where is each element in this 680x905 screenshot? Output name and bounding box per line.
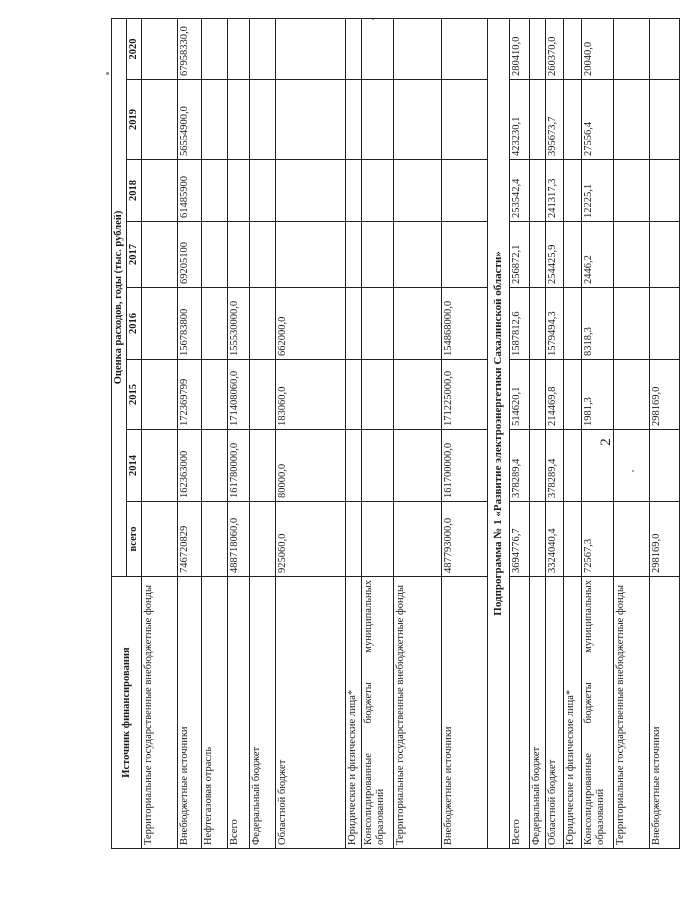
row-label: Нефтегазовая отрасль — [202, 577, 228, 849]
row-value — [564, 18, 582, 79]
header-year: 2018 — [127, 160, 142, 222]
row-value — [614, 80, 650, 160]
row-value — [346, 18, 362, 79]
row-value: 172369799 — [178, 360, 202, 430]
row-value: 280410,0 — [510, 18, 530, 79]
header-year: 2017 — [127, 222, 142, 288]
row-value — [530, 502, 546, 577]
row-value: 67958330,0 — [178, 18, 202, 79]
row-value: 171408060,0 — [228, 360, 250, 430]
row-label: Областной бюджет — [276, 577, 346, 849]
row-value — [276, 222, 346, 288]
row-value: 253542,4 — [510, 160, 530, 222]
table-row — [228, 18, 250, 848]
row-value — [362, 222, 394, 288]
row-value — [614, 360, 650, 430]
row-value: 488718060,0 — [228, 502, 250, 577]
row-value — [564, 430, 582, 502]
row-value: 12225,1 — [582, 160, 614, 222]
row-value: 3324040,4 — [546, 502, 564, 577]
row-value — [650, 288, 680, 360]
row-value — [250, 18, 276, 79]
row-label: Всего — [510, 577, 530, 849]
row-value — [362, 160, 394, 222]
row-value: 378289,4 — [510, 430, 530, 502]
row-label: Внебюджетные источники — [442, 577, 488, 849]
row-value: 161700000,0 — [442, 430, 488, 502]
header-year: 2015 — [127, 360, 142, 430]
row-value — [142, 160, 178, 222]
row-value: 1981,3 — [582, 360, 614, 430]
row-value: 155530000,0 — [228, 288, 250, 360]
row-value — [564, 222, 582, 288]
row-value — [202, 222, 228, 288]
row-value: 254425,9 — [546, 222, 564, 288]
row-value — [394, 160, 442, 222]
row-value — [394, 18, 442, 79]
row-value — [614, 222, 650, 288]
table-row — [178, 18, 202, 848]
scan-speck — [106, 72, 109, 75]
row-value — [614, 18, 650, 79]
row-value: 260370,0 — [546, 18, 564, 79]
row-label: Всего — [228, 577, 250, 849]
row-label: Юридические и физические лица* — [346, 577, 362, 849]
row-value: 1587812,6 — [510, 288, 530, 360]
row-value — [202, 360, 228, 430]
table-row — [276, 18, 346, 848]
header-source: Источник финансирования — [112, 577, 142, 849]
row-value: 662000,0 — [276, 288, 346, 360]
subprogram-title: Подпрограмма № 1 «Развитие электроэнергетики Сахалинской области» — [488, 18, 510, 848]
row-value — [142, 502, 178, 577]
row-value — [650, 222, 680, 288]
row-value — [614, 502, 650, 577]
row-value: 378289,4 — [546, 430, 564, 502]
row-value: 214469,8 — [546, 360, 564, 430]
row-label: Федеральный бюджет — [250, 577, 276, 849]
row-value — [276, 80, 346, 160]
row-value — [276, 160, 346, 222]
row-value — [346, 160, 362, 222]
row-value — [564, 80, 582, 160]
table-row — [250, 18, 276, 848]
row-value — [228, 222, 250, 288]
subprogram-row — [488, 18, 510, 848]
row-label: Юридические и физические лица* — [564, 577, 582, 849]
row-value — [250, 80, 276, 160]
row-value — [202, 18, 228, 79]
table-row — [564, 18, 582, 848]
row-value — [394, 430, 442, 502]
financing-table — [111, 18, 680, 849]
table-row — [546, 18, 564, 848]
row-label: Внебюджетные источники — [178, 577, 202, 849]
row-value: 8318,3 — [582, 288, 614, 360]
row-value: 183060,0 — [276, 360, 346, 430]
header-year: 2019 — [127, 80, 142, 160]
row-value — [442, 222, 488, 288]
row-value: 298169,0 — [650, 360, 680, 430]
row-value — [564, 160, 582, 222]
row-value — [250, 430, 276, 502]
row-value — [250, 288, 276, 360]
row-value — [530, 222, 546, 288]
row-value — [530, 18, 546, 79]
row-value: 61485900 — [178, 160, 202, 222]
row-value — [202, 288, 228, 360]
row-value — [250, 502, 276, 577]
row-value — [442, 18, 488, 79]
row-value — [346, 80, 362, 160]
row-value: 162363000 — [178, 430, 202, 502]
row-value: 395673,7 — [546, 80, 564, 160]
row-value — [362, 18, 394, 79]
row-label: Территориальные государственные внебюджетные фонды — [614, 577, 650, 849]
row-label: Консолидированные бюджеты муниципальных образований — [362, 577, 394, 849]
row-value: 72567,3 — [582, 502, 614, 577]
row-value — [564, 360, 582, 430]
row-value: 27556,4 — [582, 80, 614, 160]
row-value — [250, 222, 276, 288]
row-value — [650, 18, 680, 79]
row-value — [142, 18, 178, 79]
row-value — [202, 160, 228, 222]
row-value — [142, 222, 178, 288]
header-year: 2020 — [127, 18, 142, 79]
row-value — [362, 430, 394, 502]
row-value — [228, 80, 250, 160]
row-value — [228, 160, 250, 222]
row-value — [362, 80, 394, 160]
table-body-top — [142, 18, 488, 848]
row-value — [202, 430, 228, 502]
table-row — [614, 18, 650, 848]
row-value — [142, 360, 178, 430]
row-value — [250, 160, 276, 222]
row-value — [530, 80, 546, 160]
row-label: Территориальные государственные внебюджетные фонды — [142, 577, 178, 849]
row-value: 487793000,0 — [442, 502, 488, 577]
table-row — [362, 18, 394, 848]
row-value: 256872,1 — [510, 222, 530, 288]
table-row — [650, 18, 680, 848]
row-value — [614, 288, 650, 360]
row-value — [530, 288, 546, 360]
table-row — [346, 18, 362, 848]
row-value — [362, 502, 394, 577]
row-label: Областной бюджет — [546, 577, 564, 849]
row-value: 3694776,7 — [510, 502, 530, 577]
row-value — [442, 80, 488, 160]
row-value — [346, 502, 362, 577]
row-value: 423230,1 — [510, 80, 530, 160]
row-label: Консолидированные бюджеты муниципальных образований — [582, 577, 614, 849]
row-label: Территориальные государственные внебюджетные фонды — [394, 577, 442, 849]
table-row — [142, 18, 178, 848]
table-wrap — [111, 19, 663, 849]
row-value: 514620,1 — [510, 360, 530, 430]
table-row — [394, 18, 442, 848]
row-value: 80000,0 — [276, 430, 346, 502]
row-value: 154868000,0 — [442, 288, 488, 360]
page-number: 2 — [598, 438, 614, 446]
row-value — [530, 360, 546, 430]
header-year: 2016 — [127, 288, 142, 360]
row-value: 161780000,0 — [228, 430, 250, 502]
row-value — [142, 430, 178, 502]
header-year: всего — [127, 502, 142, 577]
row-value — [394, 222, 442, 288]
row-value: 69205100 — [178, 222, 202, 288]
row-value — [228, 18, 250, 79]
row-value — [564, 288, 582, 360]
row-value: 925060,0 — [276, 502, 346, 577]
row-value — [614, 160, 650, 222]
table-row — [442, 18, 488, 848]
row-value — [650, 430, 680, 502]
row-value — [346, 288, 362, 360]
row-value: 298169,0 — [650, 502, 680, 577]
row-value — [442, 160, 488, 222]
row-value: 56554900,0 — [178, 80, 202, 160]
row-value: 2446,2 — [582, 222, 614, 288]
row-value: 171225000,0 — [442, 360, 488, 430]
row-value — [276, 18, 346, 79]
row-value — [346, 222, 362, 288]
row-value: 241317,3 — [546, 160, 564, 222]
row-value — [582, 430, 614, 502]
row-value — [650, 80, 680, 160]
row-value: 156783800 — [178, 288, 202, 360]
table-row — [582, 18, 614, 848]
row-value — [394, 360, 442, 430]
row-label: Федеральный бюджет — [530, 577, 546, 849]
row-label: Внебюджетные источники — [650, 577, 680, 849]
row-value — [142, 80, 178, 160]
row-value — [394, 80, 442, 160]
rotated-table-area — [111, 19, 663, 849]
row-value — [362, 360, 394, 430]
header-year: 2014 — [127, 430, 142, 502]
header-group: Оценка расходов, годы (тыс. рублей) — [112, 18, 127, 576]
table-row — [510, 18, 530, 848]
row-value — [530, 430, 546, 502]
row-value — [142, 288, 178, 360]
row-value — [394, 288, 442, 360]
row-value — [202, 80, 228, 160]
row-value — [564, 502, 582, 577]
row-value — [362, 288, 394, 360]
row-value — [650, 160, 680, 222]
row-value: 20040,0 — [582, 18, 614, 79]
row-value — [346, 430, 362, 502]
row-value — [346, 360, 362, 430]
row-value — [614, 430, 650, 502]
table-row — [530, 18, 546, 848]
row-value — [530, 160, 546, 222]
row-value — [250, 360, 276, 430]
row-value — [202, 502, 228, 577]
row-value: 1579494,3 — [546, 288, 564, 360]
table-row — [202, 18, 228, 848]
row-value — [394, 502, 442, 577]
table-body-bottom — [510, 18, 680, 848]
row-value: 746720829 — [178, 502, 202, 577]
